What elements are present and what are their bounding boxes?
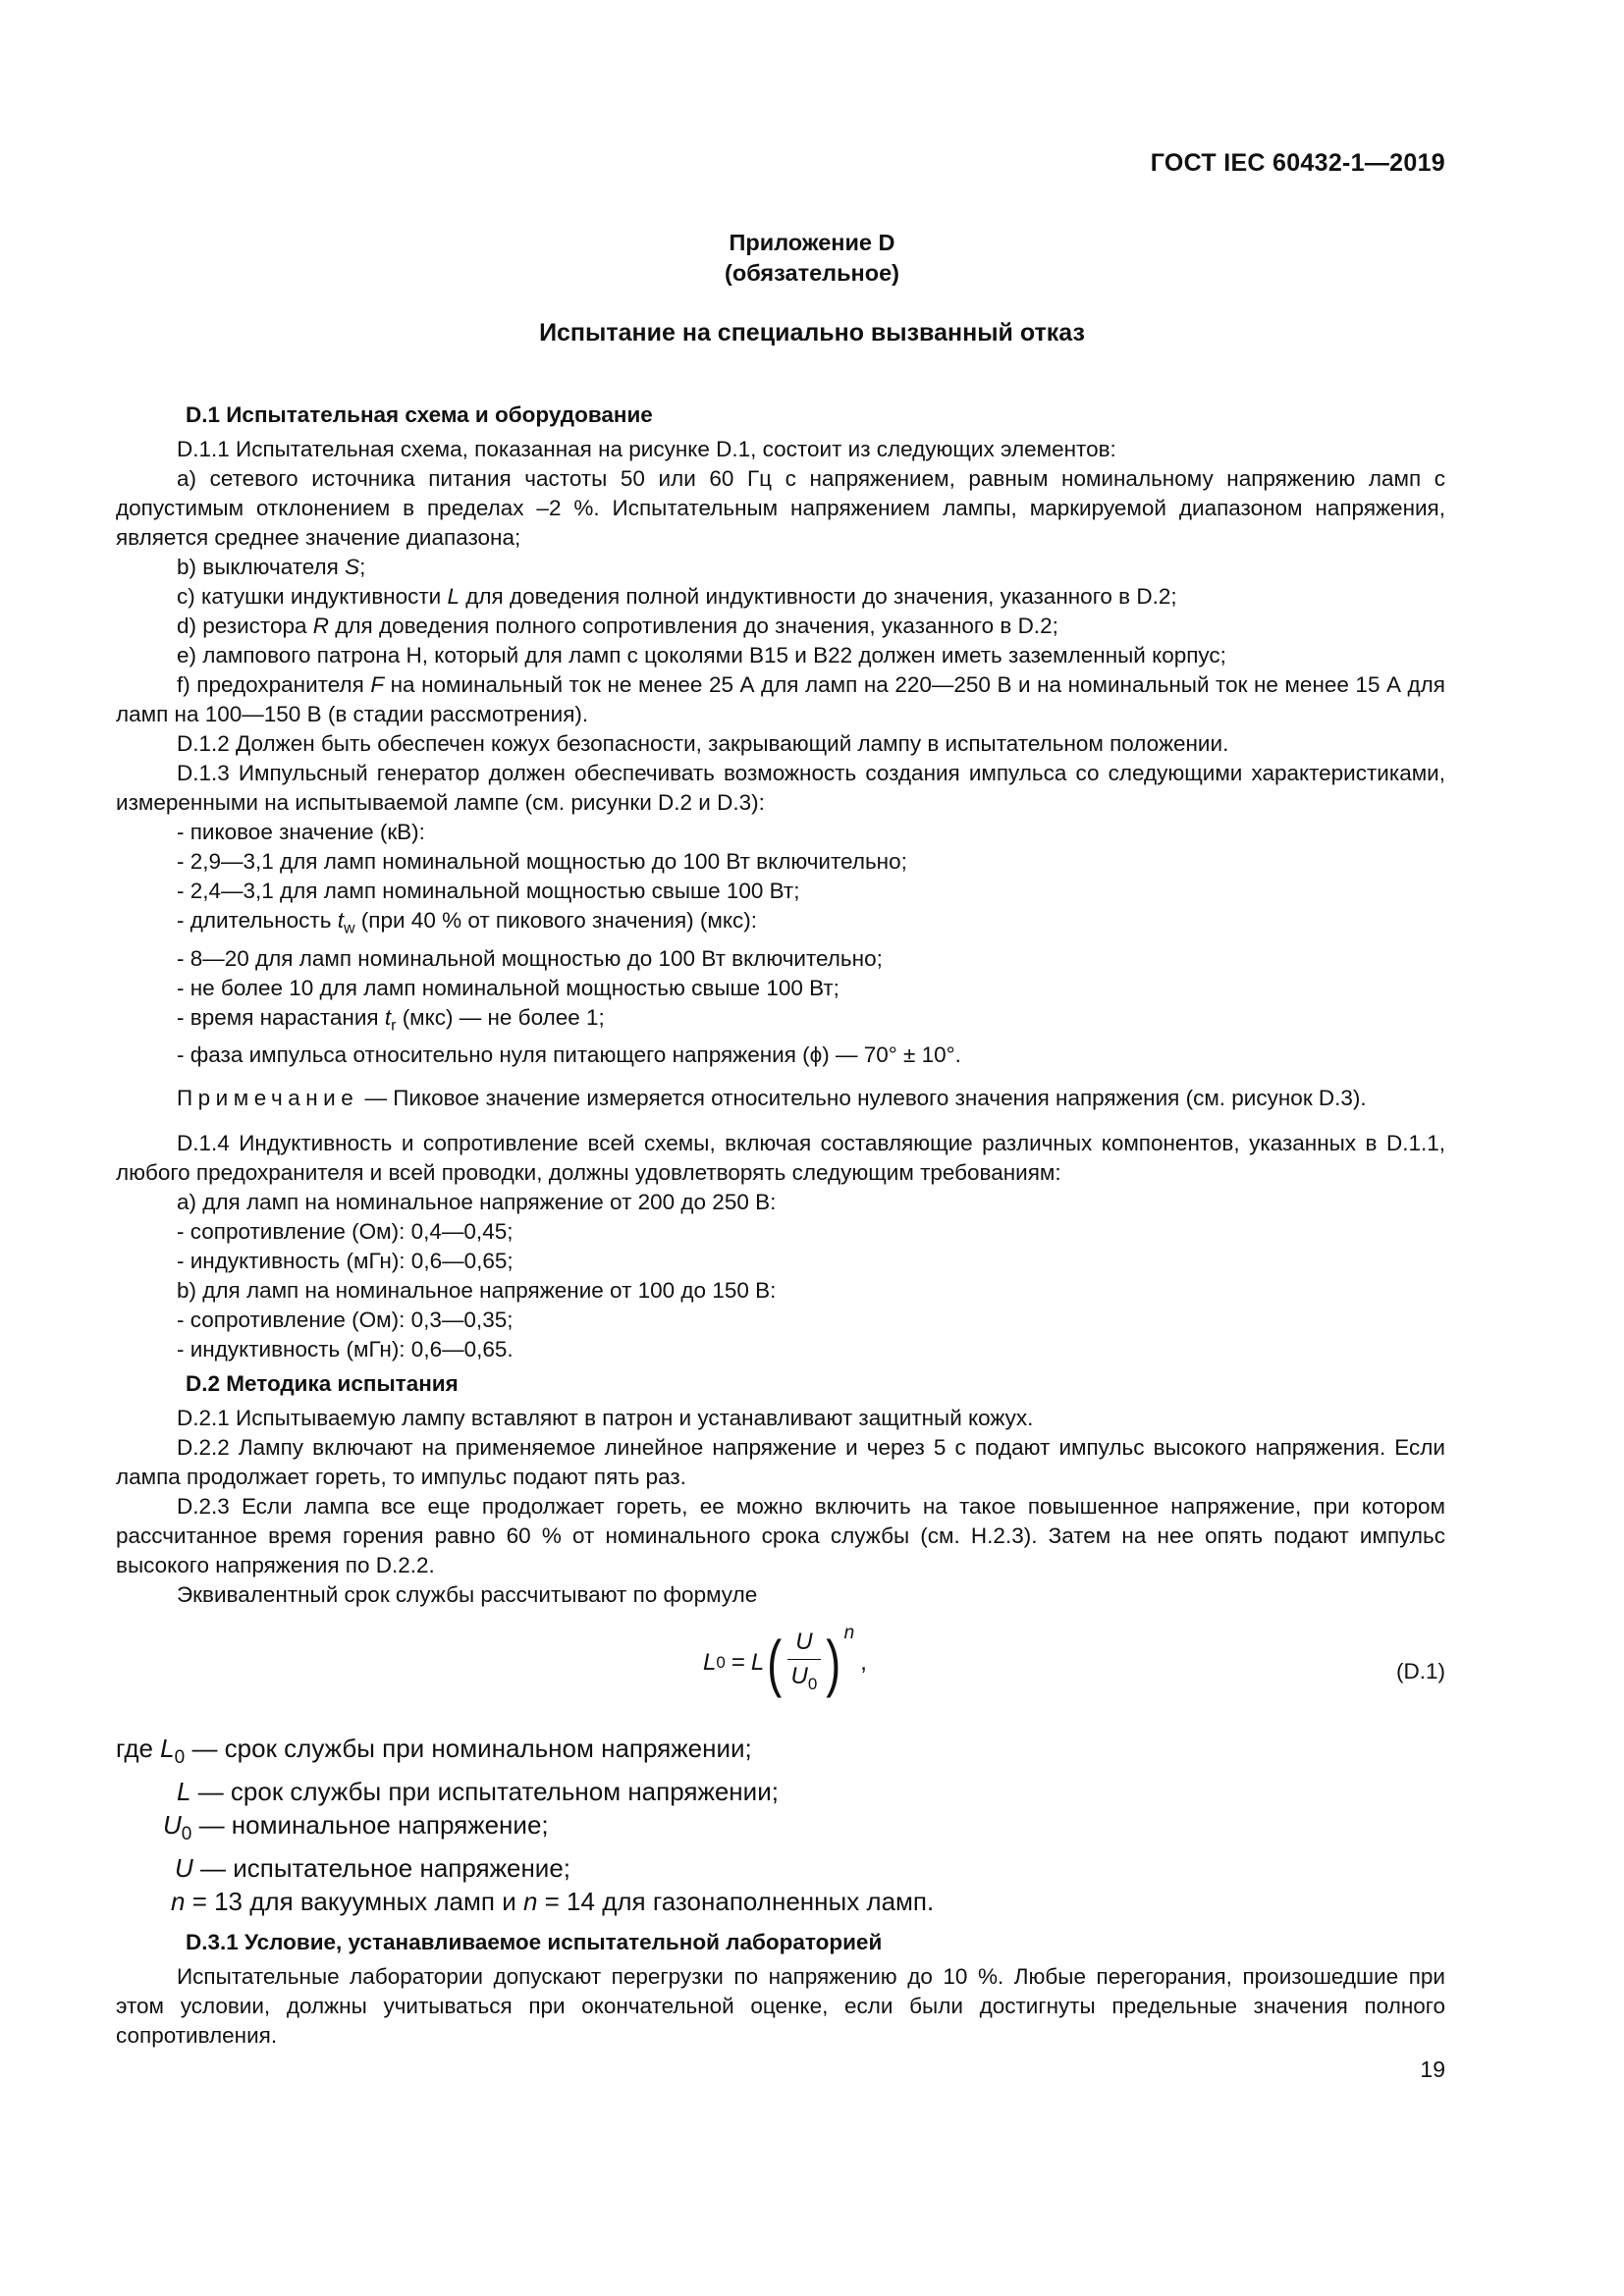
note-label: Примечание	[177, 1086, 359, 1110]
list-item-d1-1e: е) лампового патрона Н, который для ламп с цоколями В15 и В22 должен иметь заземленный корпус;	[177, 643, 1226, 667]
list-item-duration-high: - не более 10 для ламп номинальной мощностью свыше 100 Вт;	[177, 975, 839, 1000]
formula-expression: L 0 = L ( $\frac{U}{U_0}$ ) n ,	[703, 1623, 867, 1699]
list-item-d1-4a: а) для ламп на номинальное напряжение от 200 до 250 В:	[177, 1190, 777, 1214]
formula-fraction: $\frac{U}{U_0}$	[787, 1628, 822, 1699]
list-item-peak: - пиковое значение (кВ):	[177, 820, 425, 844]
formula-d1	[116, 1624, 1445, 1722]
document-body	[116, 396, 1445, 2051]
list-item-d1-1f: f) предохранителя F на номинальный ток не менее 25 А для ламп на 220—250 В и на номинальный ток не менее 15 А для ламп на 100—150 В (в стадии рассмотрения).	[116, 672, 1445, 726]
paragraph-d1-2: D.1.2 Должен быть обеспечен кожух безопасности, закрывающий лампу в испытательном положении.	[177, 731, 1229, 756]
paragraph-d2-3: D.2.3 Если лампа все еще продолжает гореть, ее можно включить на такое повышенное напряжение, при котором рассчитанное время горения равно 60 % от номинального срока службы (см. Н.2.3). Затем на нее опять подают импульс высокого напряжения по D.2.2.	[116, 1494, 1445, 1577]
formula-number: (D.1)	[1396, 1659, 1445, 1683]
list-item-d1-4b-inductance: - индуктивность (мГн): 0,6—0,65.	[177, 1337, 514, 1362]
list-item-peak-low: - 2,9—3,1 для ламп номинальной мощностью до 100 Вт включительно;	[177, 849, 907, 874]
legend-row-u0: $U_0$ — номинальное напряжение;	[163, 1810, 549, 1845]
list-item-d1-1d: d) резистора R для доведения полного сопротивления до значения, указанного в D.2;	[177, 614, 1058, 638]
paragraph-d2-1: D.2.1 Испытываемую лампу вставляют в патрон и устанавливают защитный кожух.	[177, 1406, 1034, 1430]
standard-code-header: ГОСТ IEC 60432-1—2019	[1150, 149, 1445, 177]
annex-title: Приложение D	[729, 230, 895, 255]
list-item-d1-1c: с) катушки индуктивности L для доведения полной индуктивности до значения, указанного в D.2;	[177, 584, 1177, 609]
list-item-d1-1b: b) выключателя S;	[177, 555, 366, 579]
paragraph-d3-1: Испытательные лаборатории допускают перегрузки по напряжению до 10 %. Любые перегорания, произошедшие при этом условии, должны учитываться при окончательной оценке, если были достигнуты предельные значения полного сопротивления.	[116, 1964, 1445, 2049]
list-item-d1-1a: а) сетевого источника питания частоты 50 или 60 Гц с напряжением, равным номинальному напряжению ламп с допустимым отклонением в пределах –2 %. Испытательным напряжением лампы, маркируемой диапазоном напряжения, является среднее значение диапазона;	[116, 466, 1445, 550]
list-item-d1-4b-resistance: - сопротивление (Ом): 0,3—0,35;	[177, 1308, 514, 1332]
section-heading-d3-1: D.3.1 Условие, устанавливаемое испытательной лабораторией	[186, 1930, 883, 1955]
legend-row-l: L — срок службы при испытательном напряжении;	[177, 1777, 779, 1807]
formula-legend	[116, 1732, 1445, 1918]
paragraph-d1-1: D.1.1 Испытательная схема, показанная на рисунке D.1, состоит из следующих элементов:	[177, 437, 1116, 461]
document-title: Испытание на специально вызванный отказ	[539, 319, 1085, 347]
paragraph-d2-2: D.2.2 Лампу включают на применяемое линейное напряжение и через 5 с подают импульс высокого напряжения. Если лампа продолжает гореть, то импульс подают пять раз.	[116, 1435, 1445, 1489]
annex-status: (обязательное)	[725, 260, 899, 286]
section-heading-d2: D.2 Методика испытания	[186, 1371, 459, 1396]
legend-row-u: U — испытательное напряжение;	[175, 1853, 571, 1884]
list-item-duration: - длительность $t_w$ (при 40 % от пикового значения) (мкс):	[177, 908, 757, 937]
list-item-d1-4b: b) для ламп на номинальное напряжение от 100 до 150 В:	[177, 1278, 777, 1303]
list-item-d1-4a-resistance: - сопротивление (Ом): 0,4—0,45;	[177, 1219, 514, 1244]
list-item-phase: - фаза импульса относительно нуля питающего напряжения (ϕ) — 70° ± 10°.	[177, 1042, 961, 1067]
list-item-peak-high: - 2,4—3,1 для ламп номинальной мощностью свыше 100 Вт;	[177, 879, 800, 903]
paragraph-d1-3: D.1.3 Импульсный генератор должен обеспечивать возможность создания импульса со следующими характеристиками, измеренными на испытываемой лампе (см. рисунки D.2 и D.3):	[116, 761, 1445, 815]
legend-row-l0: где $L_0$ — срок службы при номинальном напряжении;	[116, 1734, 752, 1769]
list-item-rise-time: - время нарастания $t_r$ (мкс) — не более 1;	[177, 1004, 605, 1034]
section-heading-d1: D.1 Испытательная схема и оборудование	[186, 402, 653, 427]
annex-heading	[0, 228, 1624, 289]
formula-intro: Эквивалентный срок службы рассчитывают по формуле	[177, 1582, 758, 1607]
list-item-duration-low: - 8—20 для ламп номинальной мощностью до 100 Вт включительно;	[177, 945, 883, 971]
note: Примечание — Пиковое значение измеряется относительно нулевого значения напряжения (см. рисунок D.3).	[177, 1086, 1367, 1110]
legend-row-n: n = 13 для вакуумных ламп и n = 14 для газонаполненных ламп.	[171, 1887, 935, 1917]
list-item-d1-4a-inductance: - индуктивность (мГн): 0,6—0,65;	[177, 1249, 514, 1273]
page-number: 19	[1420, 2056, 1445, 2082]
paragraph-d1-4: D.1.4 Индуктивность и сопротивление всей схемы, включая составляющие различных компонентов, указанных в D.1.1, любого предохранителя и всей проводки, должны удовлетворять следующим требованиям:	[116, 1131, 1445, 1185]
